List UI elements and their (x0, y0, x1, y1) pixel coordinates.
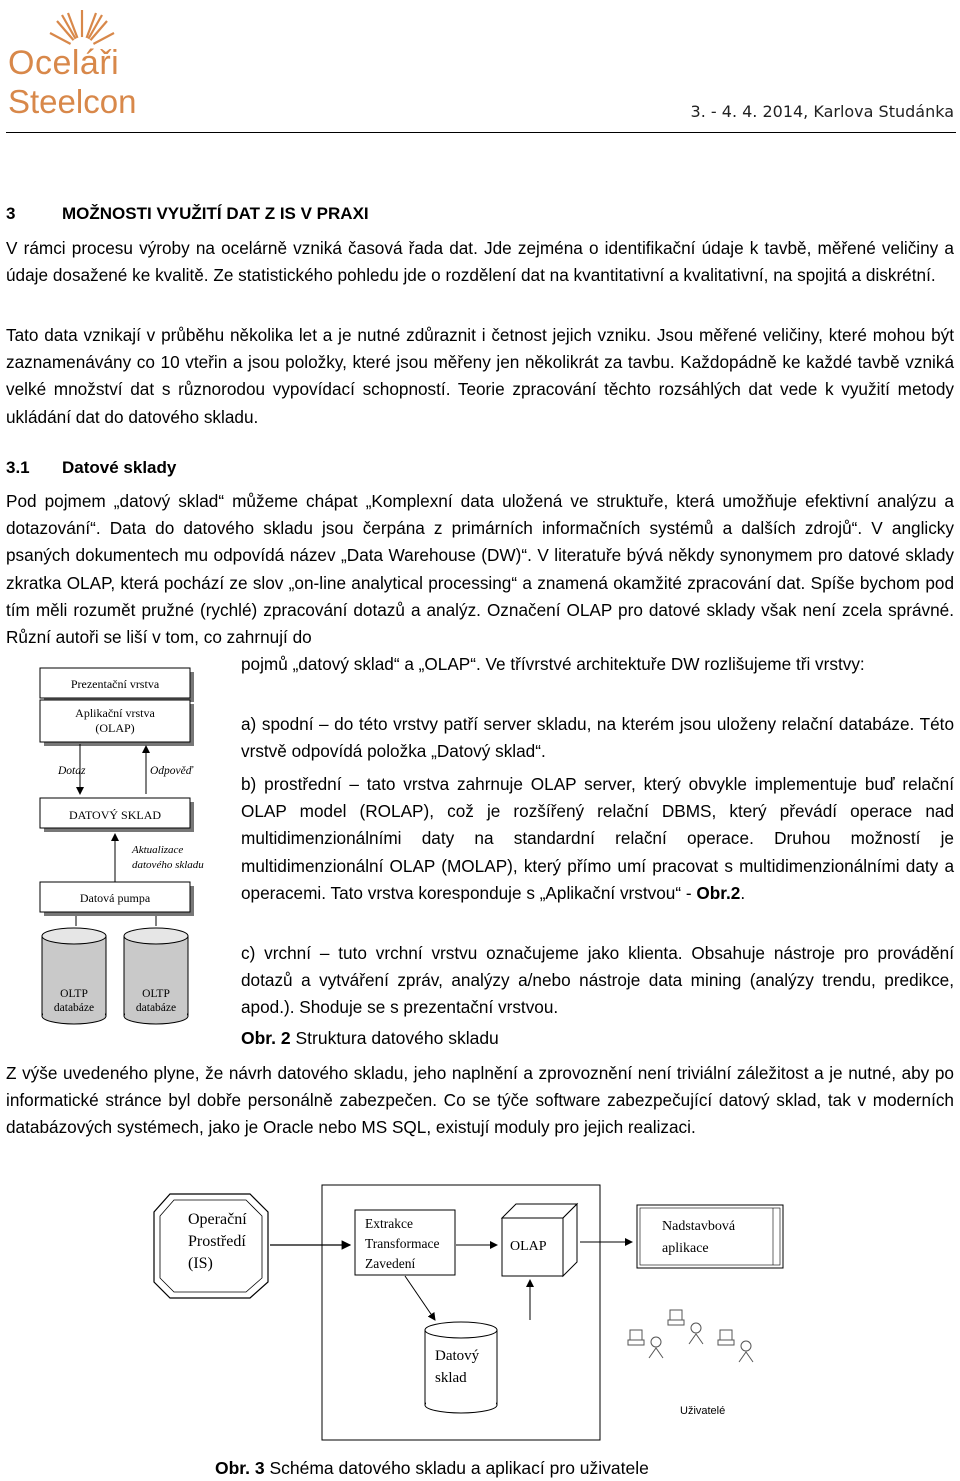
data-pump-label: Datová pumpa (79, 891, 151, 905)
operating-environment-label-2: Prostředí (188, 1233, 246, 1250)
data-warehouse-label-2: sklad (435, 1370, 467, 1386)
response-label: Odpověď (150, 765, 193, 777)
list-item: c) vrchní – tuto vrchní vrstvu označujeme jako klienta. Obsahuje nástroje pro provádění dotazů a vytváření zpráv, analýzy a/nebo nástroje data mining (analýzy trendu, predikce, apod.). Shoduje se s prezentační vrstvou. (241, 943, 954, 1018)
operating-environment-label-3: (IS) (188, 1255, 213, 1272)
olap-label: OLAP (510, 1239, 547, 1254)
etl-label-2: Transformace (365, 1236, 440, 1251)
warehouse-label: DATOVÝ SKLAD (68, 808, 162, 822)
operating-environment-label: Operační (188, 1211, 247, 1228)
oltp-database-label: OLTP (60, 988, 88, 1000)
figure-reference: Obr.2 (696, 882, 741, 903)
application-layer-label: Aplikační vrstva (75, 706, 155, 720)
paragraph: V rámci procesu výroby na ocelárně vzniká časová řada dat. Jde zejména o identifikační údaje k tavbě, měřené veličiny a údaje dosažené ke kvalitě. Ze statistického pohledu jde o rozdělení dat na kvantitativní a kvalitativní, na spojitá a diskrétní. (6, 238, 954, 286)
figure-2-diagram (36, 664, 236, 1029)
users-label: Uživatelé (680, 1405, 726, 1417)
data-warehouse-label: Datový (435, 1348, 480, 1364)
figure-caption-text: Struktura datového skladu (290, 1028, 499, 1048)
figure-caption (215, 1458, 649, 1479)
figure-caption-text: Schéma datového skladu a aplikací pro uživatele (264, 1458, 649, 1478)
application-layer-label-2: (OLAP) (95, 721, 135, 735)
paragraph: Z výše uvedeného plyne, že návrh datového skladu, jeho naplnění a zprovoznění není triviální záležitost a je nutné, aby po informatické stránce byl dobře personálně zabezpečen. Co se týče software zabezpečující datový sklad, tak v moderních databázových systémech, jako je Oracle nebo MS SQL, existují moduly pro jejich realizaci. (6, 1063, 954, 1138)
upstream-app-label-2: aplikace (662, 1241, 709, 1256)
figure-caption-label: Obr. 3 (215, 1458, 265, 1478)
oltp-database-label: OLTP (142, 988, 170, 1000)
paragraph: pojmů „datový sklad“ a „OLAP“. Ve třívrstvé architektuře DW rozlišujeme tři vrstvy: (241, 654, 865, 674)
subsection-title: Datové sklady (62, 458, 177, 477)
list-item: a) spodní – do této vrstvy patří server skladu, na kterém jsou uloženy relační databáze. Této vrstvě odpovídá položka „Datový sklad“. (241, 714, 954, 762)
list-item (241, 771, 954, 907)
update-label: Aktualizace (132, 844, 184, 856)
list-item-end: . (740, 882, 746, 903)
paragraph: Tato data vznikají v průběhu několika let a je nutné zdůraznit i četnost jejich vzniku. Jsou měřené veličiny, které mohou být zaznamenávány co 10 vteřin a jsou položky, které jsou měřeny jen několikrát za tavbu. Každopádně ke každé tavbě vzniká velké množství dat s různorodou vypovídací schopností. Teorie zpracování těchto rozsáhlých dat vede k využití metody ukládání dat do datového skladu. (6, 325, 954, 427)
paragraph: Pod pojmem „datový sklad“ můžeme chápat „Komplexní data uložená ve struktuře, která umožňuje efektivní analýzu a dotazování“. Data do datového skladu jsou čerpána z primárních informačních systémů a dalších zdrojů“. V anglicky psaných dokumentech mu odpovídá název „Data Warehouse (DW)“. V literatuře bývá někdy synonymem pro datové sklady zkratka OLAP, která pochází ze slov „on-line analytical processing“ a znamená okamžité zpracování dat. Spíše bychom pod tím měli rozumět pružné (rychlé) zpracování dotazů a analýz. Označení OLAP pro datové sklady však není zcela správné. Různí autoři se liší v tom, co zahrnují do (6, 491, 954, 648)
etl-label-3: Zavedení (365, 1256, 416, 1271)
list-item-text: b) prostřední – tato vrstva zahrnuje OLAP server, který obvykle implementuje buď relační OLAP model (ROLAP), což je rozšířený relační DBMS, který převádí operace nad multidimenzionálními daty na standardní relační operace. Druhou možností je multidimenzionální OLAP (MOLAP), který přímo umí pracovat s multidimenzionálními daty a operacemi. Tato vrstva koresponduje s „Aplikační vrstvou“ - (241, 774, 954, 903)
oltp-database-label-2: databáze (135, 1002, 177, 1014)
figure-3-diagram (150, 1180, 800, 1445)
update-label-2: datového skladu (132, 859, 204, 871)
header-rule (6, 132, 956, 133)
etl-label: Extrakce (365, 1216, 413, 1231)
oltp-database-label-2: databáze (53, 1002, 95, 1014)
users-icon (628, 1310, 753, 1362)
figure-caption-label: Obr. 2 (241, 1028, 291, 1048)
upstream-app-box (637, 1205, 783, 1268)
presentation-layer-label: Prezentační vrstva (70, 677, 160, 691)
section-title: MOŽNOSTI VYUŽITÍ DAT Z IS V PRAXI (62, 204, 369, 223)
section-number: 3 (6, 204, 16, 223)
logo-text-steelcon: Steelcon (8, 83, 137, 120)
query-label: Dotaz (58, 765, 86, 777)
upstream-app-label: Nadstavbová (662, 1219, 736, 1234)
subsection-number: 3.1 (6, 458, 30, 477)
logo-text-oceláři: Oceláři (8, 44, 120, 82)
figure-caption (241, 1028, 499, 1049)
data-warehouse-icon (425, 1322, 497, 1413)
header-date: 3. - 4. 4. 2014, Karlova Studánka (690, 102, 954, 121)
